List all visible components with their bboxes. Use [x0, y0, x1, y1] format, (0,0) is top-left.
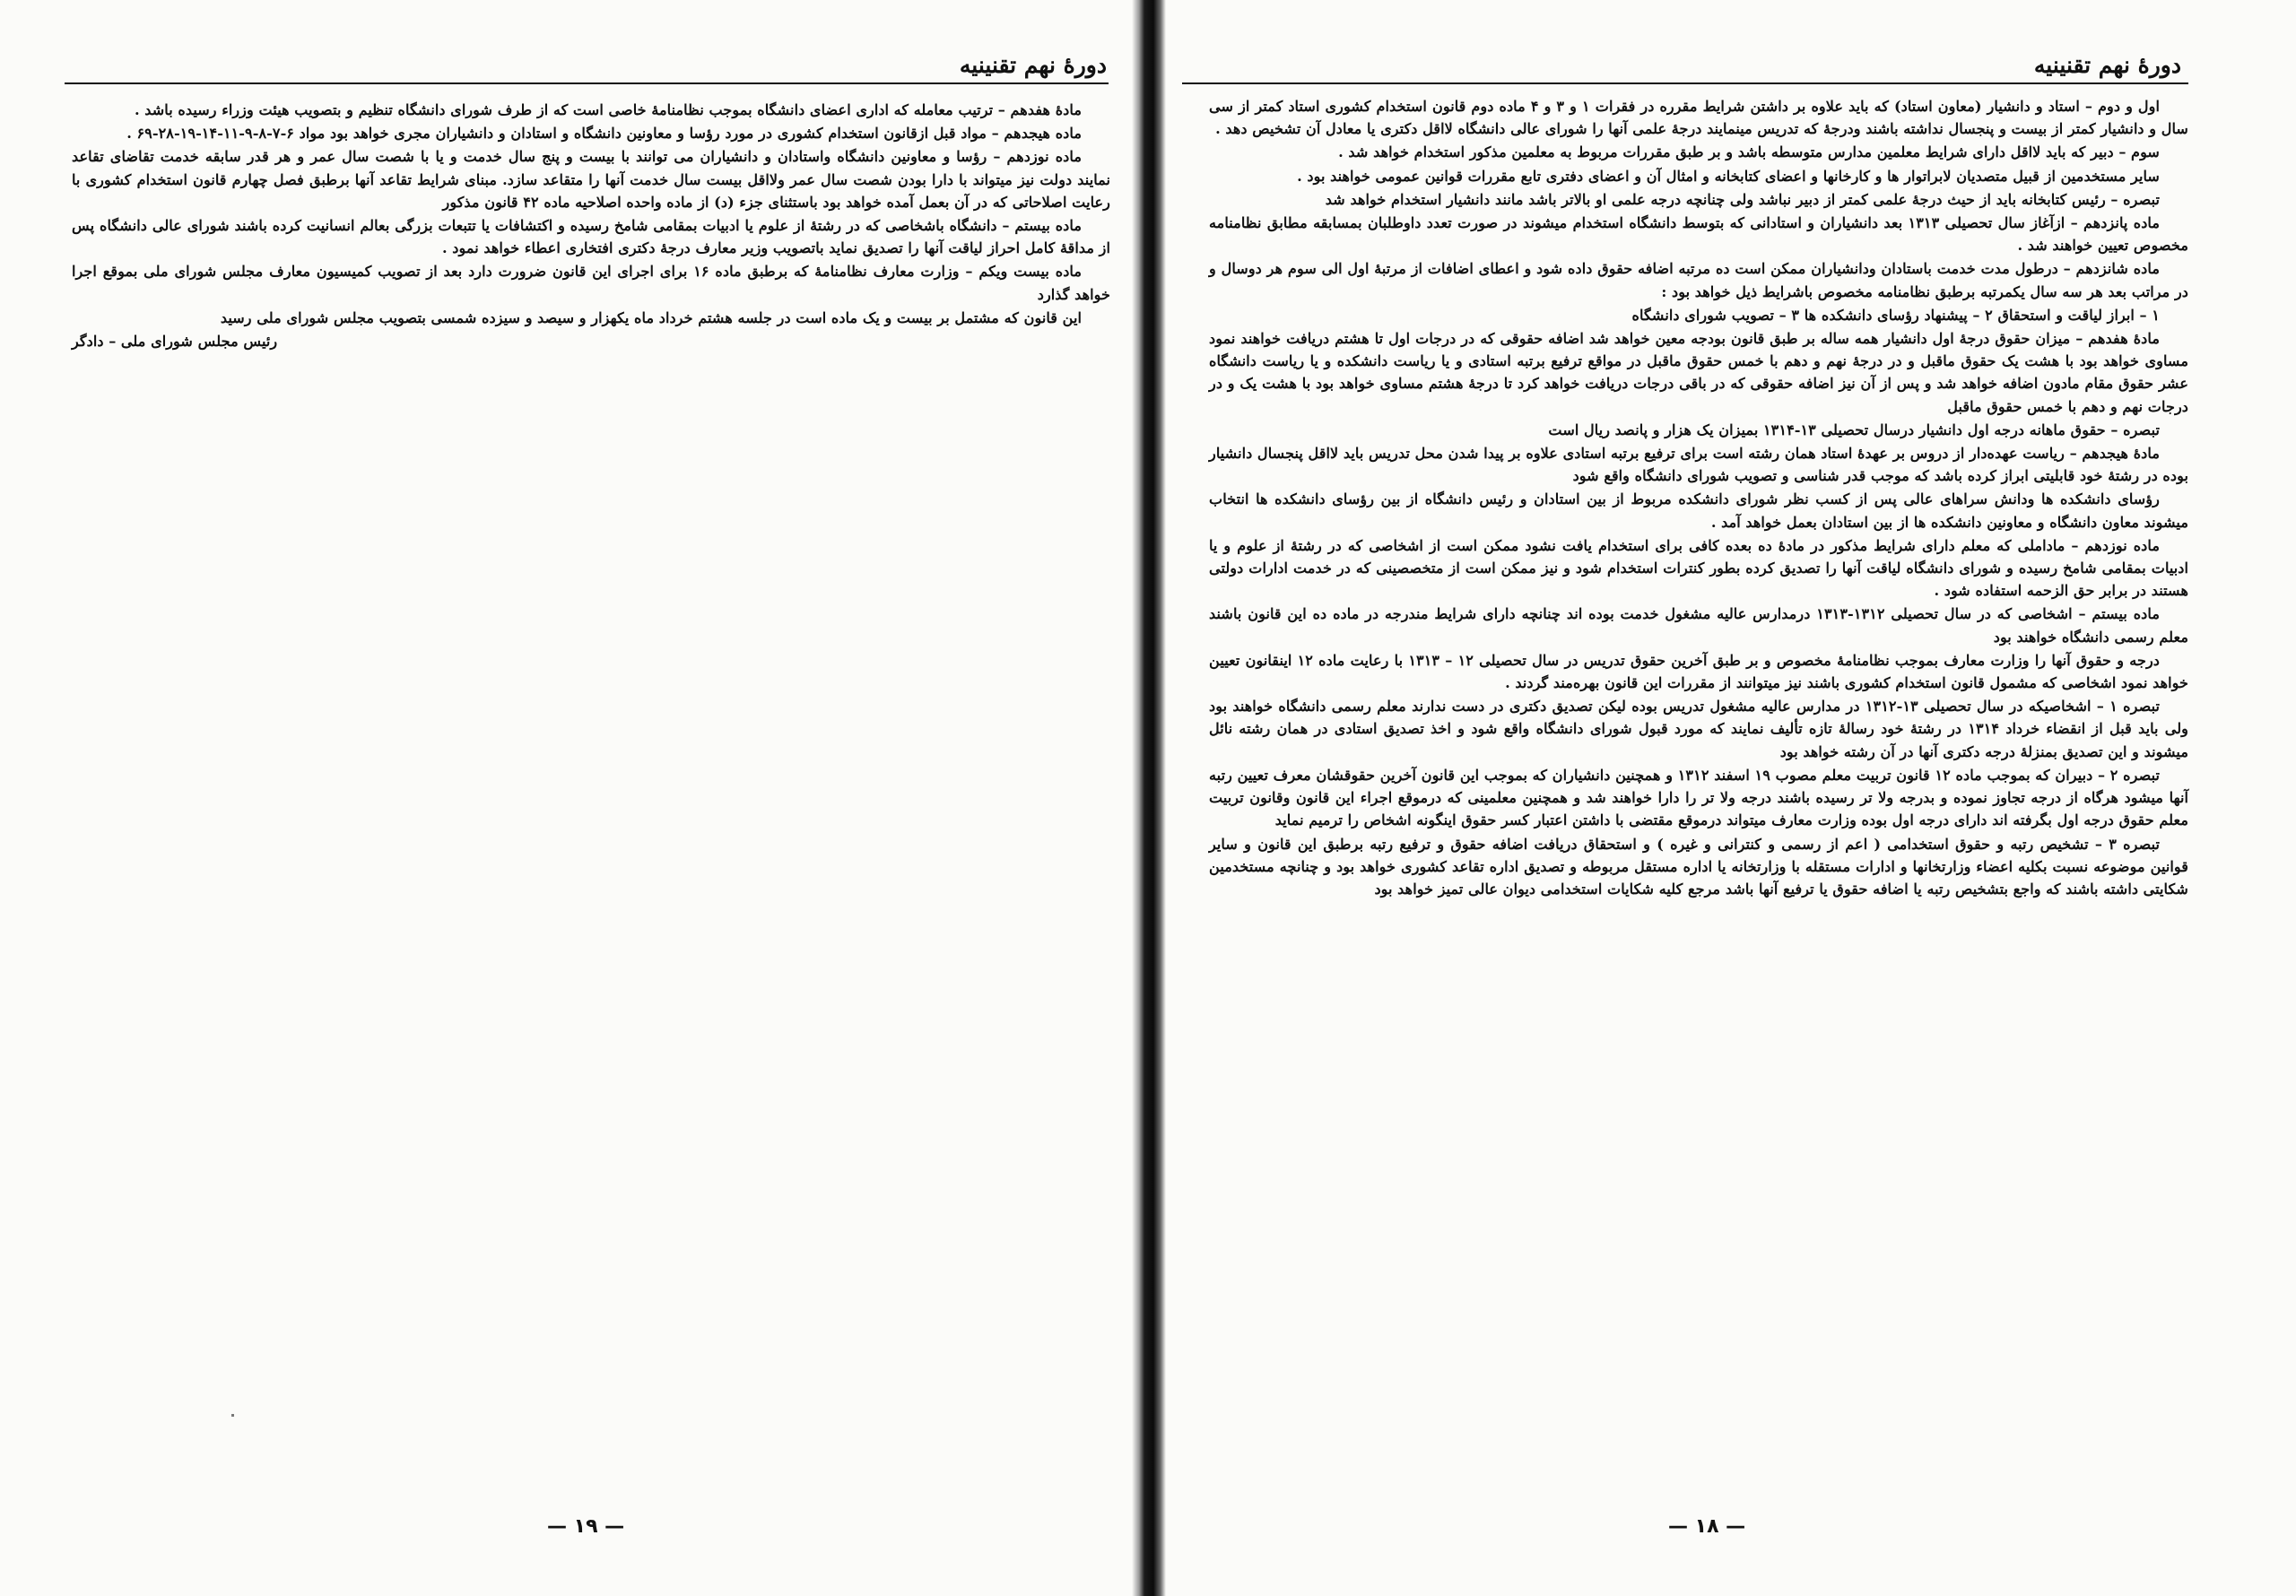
paragraph: درجه و حقوق آنها را وزارت معارف بموجب نظامنامهٔ مخصوص و بر طبق آخرین حقوق تدریس در سال تحصیلی ۱۲ – ۱۳۱۳ با رعایت ماده ۱۲ اینقانون تعیین خواهد نمود اشخاصی که مشمول قانون استخدام کشوری باشند نیز میتوانند از مقررات این قانون بهره‌مند گردند .	[1209, 651, 2188, 692]
paragraph: تبصره ۳ – تشخیص رتبه و حقوق استخدامی ( اعم از رسمی و کنترانی و غیره ) و استحقاق دریافت اضافه حقوق و ترفیع رتبه برطبق این قانون و سایر قوانین موضوعه نسبت بکلیه اعضاء وزارتخانها و ادارات مستقله با وزارتخانه یا اداره مستقل مربوطه و تصدیق اداره تقاعد کشوری خواهد بود و چنانچه مستخدمین شکایتی داشته باشند که واجع بتشخیص رتبه یا اضافه حقوق یا ترفیع آنها باشد مرجع کلیه شکایات استخدامی دیوان عالی تمیز خواهد بود	[1209, 835, 2188, 898]
page-number: — ۱۸ —	[1668, 1515, 1746, 1538]
header-rule	[65, 82, 1109, 84]
page-header: دورهٔ نهم تقنینیه	[959, 52, 1107, 78]
paragraph: تبصره ۲ – دبیران که بموجب ماده ۱۲ قانون تربیت معلم مصوب ۱۹ اسفند ۱۳۱۲ و همچنین دانشیاران که بموجب این قانون آخرین حقوقشان معرف تعیین رتبه آنها میشود هرگاه از درجه تجاوز نموده و بدرجه ولا تر رسیده باشند درجه ولا تر را دارا خواهند شد و همچنین معلمینی که درموقع اجراء این قانون وقانون تربیت معلم حقوق درجه اول بگرفته اند دارای درجه اول بوده وزارت معارف میتواند درموقع مقتضی با داشتن اعتبار کسر حقوق اینگونه اشخاص را ترمیم نماید	[1209, 766, 2188, 829]
paragraph: ماده نوزدهم – رؤسا و معاونین دانشگاه واستادان و دانشیاران می توانند با بیست و پنج سال خدمت و یا با شصت سال عمر و هر قدر سابقه خدمت تقاضای تقاعد نمایند دولت نیز میتواند با دارا بودن شصت سال عمر ولااقل بیست سال خدمت آنها را متقاعد سازد. مبنای شرایط تقاعد آنها برطبق فصل چهارم قانون استخدام کشوری با رعایت اصلاحاتی که در آن بعمل آمده خواهد بود باستثنای جزء (د) از ماده واحده اصلاحیه ماده ۴۲ قانون مذکور	[72, 148, 1110, 211]
left-page	[0, 0, 1132, 1596]
paragraph: اول و دوم – استاد و دانشیار (معاون استاد) که باید علاوه بر داشتن شرایط مقرره در فقرات ۱ و ۳ و ۴ ماده دوم قانون استخدام کشوری استاد کمتر از سی سال و دانشیار کمتر از بیست و پنجسال نداشته باشند ودرجهٔ که تدریس مینمایند درجهٔ علمی آنها را شورای عالی دانشگاه لااقل دکتری یا معادل آن تشخیص دهد .	[1209, 98, 2188, 138]
page-body	[1209, 95, 2188, 901]
paragraph: تبصره ۱ – اشخاصیکه در سال تحصیلی ۱۳-۱۳۱۲ در مدارس عالیه مشغول تدریس بوده لیکن تصدیق دکتری در دست ندارند معلم رسمی دانشگاه خواهند بود ولی باید قبل از انقضاء خرداد ۱۳۱۴ در رشتهٔ خود رسالهٔ تازه تألیف نمایند که مورد قبول شورای دانشگاه واقع شود و اخذ تصدیق استادی در همان رشته نائل میشوند و این تصدیق بمنزلهٔ درجه دکتری آنها در آن رشته خواهد بود	[1209, 698, 2188, 760]
signature: رئیس مجلس شورای ملی – دادگر	[72, 333, 278, 351]
scan-speck	[231, 1414, 234, 1417]
paragraph: تبصره – حقوق ماهانه درجه اول دانشیار درسال تحصیلی ۱۳-۱۳۱۴ بمیزان یک هزار و پانصد ریال است	[1548, 421, 2160, 438]
paragraph: تبصره – رئیس کتابخانه باید از حیث درجهٔ علمی کمتر از دبیر نباشد ولی چنانچه درجه علمی او بالاتر باشد مانند دانشیار استخدام خواهد شد	[1325, 190, 2160, 208]
paragraph: ماده نوزدهم – ماداملی که معلم دارای شرایط مذکور در مادهٔ ده بعده کافی برای استخدام یافت نشود ممکن است از اشخاصی که در رشتهٔ از علوم و یا ادبیات بمقامی شامخ رسیده و شورای دانشگاه لیاقت آنها را تصدیق کرده بطور کنترات استخدام شود و نیز ممکن است از متخصصینی که در خدمت ادارات دولتی هستند در برابر حق الزحمه استفاده شود .	[1209, 536, 2188, 600]
paragraph: سوم – دبیر که باید لااقل دارای شرایط معلمین مدارس متوسطه باشد و بر طبق مقررات مربوط به معلمین مذکور استخدام خواهد شد .	[1338, 143, 2160, 161]
paragraph: سایر مستخدمین از قبیل متصدیان لابراتوار ها و کارخانها و اعضای کتابخانه و امثال آن و اعضای دفتری تابع مقررات قوانین عمومی خواهند بود .	[1297, 167, 2160, 185]
paragraph: ۱ – ابراز لیاقت و استحقاق ۲ – پیشنهاد رؤسای دانشکده ها ۳ – تصویب شورای دانشگاه	[1631, 306, 2160, 324]
paragraph: ماده بیستم – اشخاصی که در سال تحصیلی ۱۳۱۲-۱۳۱۳ درمدارس عالیه مشغول خدمت بوده اند چنانچه دارای شرایط مندرجه در ماده ده این قانون باشند معلم رسمی دانشگاه خواهند بود	[1209, 605, 2188, 646]
right-page	[1166, 0, 2296, 1596]
header-rule	[1182, 82, 2188, 84]
paragraph: مادهٔ هفدهم – میزان حقوق درجهٔ اول دانشیار همه ساله بر طبق قانون بودجه معین خواهد شد اضافه حقوقی که در درجات اول تا هشتم دریافت خواهند نمود مساوی خواهد بود با هشت یک حقوق ماقبل و در درجهٔ نهم و دهم با خمس حقوق ماقبل در مواقع ترفیع برتبه استادی و یا ریاست دانشکده و یا ریاست دانشگاه عشر حقوق مقام مادون اضافه خواهد شد و پس از آن نیز اضافه حقوقی که در باقی درجات دریافت خواهد کرد تا درجهٔ هشتم مساوی خواهد بود با هشت یک و در درجات نهم و دهم با خمس حقوق ماقبل	[1209, 330, 2188, 415]
paragraph: ماده هیجدهم – مواد قبل ازقانون استخدام کشوری در مورد رؤسا و معاونین دانشگاه و استادان و دانشیاران مجری خواهد بود مواد ۶-۷-۸-۹-۱۱-۱۴-۱۹-۲۸-۶۹ .	[126, 125, 1082, 143]
paragraph: ماده شانزدهم – درطول مدت خدمت باستادان ودانشیاران ممکن است ده مرتبه اضافه حقوق داده شود و اعطای اضافات از مرتبهٔ اول الی سوم هر دوسال و در مراتب بعد هر سه سال یکمرتبه برطبق نظامنامه مخصوص باشرایط ذیل خواهد بود :	[1209, 260, 2188, 300]
page-header: دورهٔ نهم تقنینیه	[2033, 52, 2181, 78]
paragraph: مادهٔ هیجدهم – ریاست عهده‌دار از دروس بر عهدهٔ استاد همان رشته است برای ترفیع برتبه استادی علاوه بر پیدا شدن محل تدریس باید لااقل پنجسال دانشیار بوده در رشتهٔ خود قابلیتی ابراز کرده باشد که موجب قدر شناسی و تصویب شورای دانشگاه واقع شود	[1209, 445, 2188, 485]
paragraph: این قانون که مشتمل بر بیست و یک ماده است در جلسه هشتم خرداد ماه یکهزار و سیصد و سیزده شمسی بتصویب مجلس شورای ملی رسید	[220, 308, 1082, 326]
page-number: — ۱۹ —	[547, 1515, 625, 1538]
book-spine	[1132, 0, 1166, 1596]
paragraph: ماده پانزدهم – ازآغاز سال تحصیلی ۱۳۱۳ بعد دانشیاران و استادانی که بتوسط دانشگاه استخدام میشوند در صورت تعدد داوطلبان بمسابقه مطابق نظامنامه مخصوص تعیین خواهند شد .	[1209, 214, 2188, 255]
page-body	[72, 99, 1110, 353]
paragraph: ماده بیستم – دانشگاه باشخاصی که در رشتهٔ از علوم یا ادبیات بمقامی شامخ رسیده و اکتشافات یا تتبعات بزرگی بعالم انسانیت کرده باشند شورای عالی دانشگاه پس از مداقهٔ کامل احراز لیاقت آنها را تصدیق نماید باتصویب وزیر معارف درجهٔ دکتری افتخاری اعطاء خواهد نمود .	[72, 217, 1110, 257]
paragraph: ماده بیست ویکم – وزارت معارف نظامنامهٔ که برطبق ماده ۱۶ برای اجرای این قانون ضرورت دارد بعد از تصویب کمیسیون معارف مجلس شورای ملی بموقع اجرا خواهد گذارد	[72, 263, 1110, 303]
paragraph: مادهٔ هفدهم – ترتیب معامله که اداری اعضای دانشگاه بموجب نظامنامهٔ خاصی است که از طرف شورای دانشگاه تنظیم و بتصویب هیئت وزراء رسیده باشد .	[134, 101, 1082, 118]
paragraph: رؤسای دانشکده ها ودانش سراهای عالی پس از کسب نظر شورای دانشکده مربوط از بین استادان و رئیس دانشگاه از بین رؤسای دانشکده ها انتخاب میشوند معاون دانشگاه و معاونین دانشکده ها از بین استادان بعمل خواهد آمد .	[1209, 490, 2188, 531]
